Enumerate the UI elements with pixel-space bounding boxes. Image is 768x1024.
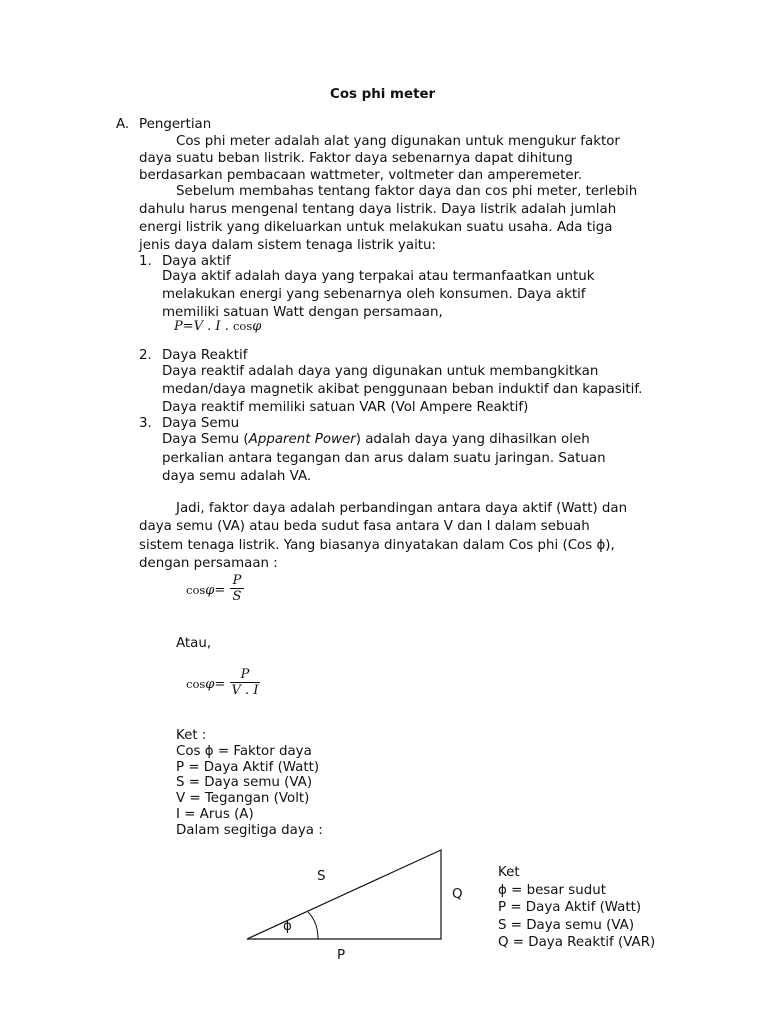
list-1-line-1: Daya aktif adalah daya yang terpakai atau termanfaatkan untuk [162,269,595,284]
list-heading-2: Daya Reaktif [162,348,248,363]
legend-phi: ϕ = besar sudut [498,882,606,898]
equation-p-lhs: P [174,319,183,334]
equation-p-var: φ [252,319,262,334]
list-2-line-1: Daya reaktif adalah daya yang digunakan untuk membangkitkan [162,364,599,379]
paragraph-1-line-3: berdasarkan pembacaan wattmeter, voltmeter dan amperemeter. [139,168,583,183]
list-2-line-2: medan/daya magnetik akibat penggunaan beban induktif dan kapasitif. [162,382,643,397]
list-heading-3: Daya Semu [162,416,240,431]
list-number-1: 1. [139,254,152,269]
ket-heading: Ket : [176,728,207,743]
fraction-2-numerator: P [240,667,250,682]
page-title: Cos phi meter [330,87,436,102]
equation-p-rhs: =V . I . [182,319,233,334]
paragraph-2-line-3: energi listrik yang dikeluarkan untuk melakukan suatu usaha. Ada tiga [139,220,613,235]
paragraph-2-line-4: jenis daya dalam sistem tenaga listrik yaitu: [139,238,437,253]
legend-p: P = Daya Aktif (Watt) [498,900,642,915]
triangle-label-s: S [317,869,326,884]
atau-text: Atau, [176,636,212,651]
section-heading: Pengertian [139,117,212,132]
fraction-1-numerator: P [232,573,242,588]
paragraph-3-line-1: Jadi, faktor daya adalah perbandingan antara daya aktif (Watt) dan [176,501,628,516]
paragraph-2-line-2: dahulu harus mengenal tentang daya listrik. Daya listrik adalah jumlah [139,202,617,217]
triangle-label-angle: ϕ [283,919,292,934]
equation-2-var: φ [205,677,215,692]
list-3-line-1-before: Daya Semu ( [162,432,249,447]
paragraph-1-line-2: daya suatu beban listrik. Faktor daya sebenarnya dapat dihitung [139,151,573,166]
ket-p: P = Daya Aktif (Watt) [176,759,320,775]
legend-q: Q = Daya Reaktif (VAR) [498,935,656,950]
fraction-2-denominator: V . I [231,683,259,698]
paragraph-3-line-2: daya semu (VA) atau beda sudut fasa antara V dan I dalam sebuah [139,519,590,534]
legend-s: S = Daya semu (VA) [498,917,635,933]
triangle-label-p: P [337,948,346,963]
equation-1-fn: cos [186,583,206,597]
triangle-legend [498,864,655,952]
legend-heading: Ket [498,865,520,880]
equation-2-eq: = [214,677,226,692]
list-3-line-2: perkalian antara tegangan dan arus dalam suatu jaringan. Satuan [162,451,606,466]
ket-v: V = Tegangan (Volt) [176,791,310,807]
equation-p-fn: cos [232,319,253,333]
angle-arc [308,912,318,939]
list-number-2: 2. [139,348,152,363]
paragraph-1-line-1: Cos phi meter adalah alat yang digunakan untuk mengukur faktor [176,134,620,149]
paragraph-3-line-4: dengan persamaan : [139,556,278,571]
list-1-line-2: melakukan energi yang sebenarnya oleh konsumen. Daya aktif [162,287,586,302]
list-number-3: 3. [139,416,152,431]
ket-s: S = Daya semu (VA) [176,775,313,791]
equation-1-eq: = [214,583,226,598]
paragraph-2-line-1: Sebelum membahas tentang faktor daya dan cos phi meter, terlebih [176,184,638,199]
ket-cos-phi: Cos ϕ = Faktor daya [176,743,312,759]
list-1-line-3: memiliki satuan Watt dengan persamaan, [162,305,443,320]
triangle-shape [247,850,441,939]
list-3-line-3: daya semu adalah VA. [162,469,312,484]
paragraph-3-line-3: sistem tenaga listrik. Yang biasanya dinyatakan dalam Cos phi (Cos ϕ), [139,538,615,553]
ket-segitiga: Dalam segitiga daya : [176,822,323,838]
list-3-line-1-after: ) adalah daya yang dihasilkan oleh [355,432,590,447]
list-2-line-3: Daya reaktif memiliki satuan VAR (Vol Ampere Reaktif) [162,400,529,415]
equation-1-var: φ [205,583,215,598]
apparent-power-term: Apparent Power [248,432,356,447]
triangle-label-q: Q [452,887,463,902]
equation-2-fn: cos [186,677,206,691]
ket-i: I = Arus (A) [176,806,254,822]
list-heading-1: Daya aktif [162,254,231,269]
section-marker: A. [116,117,130,132]
fraction-1-denominator: S [232,589,242,604]
